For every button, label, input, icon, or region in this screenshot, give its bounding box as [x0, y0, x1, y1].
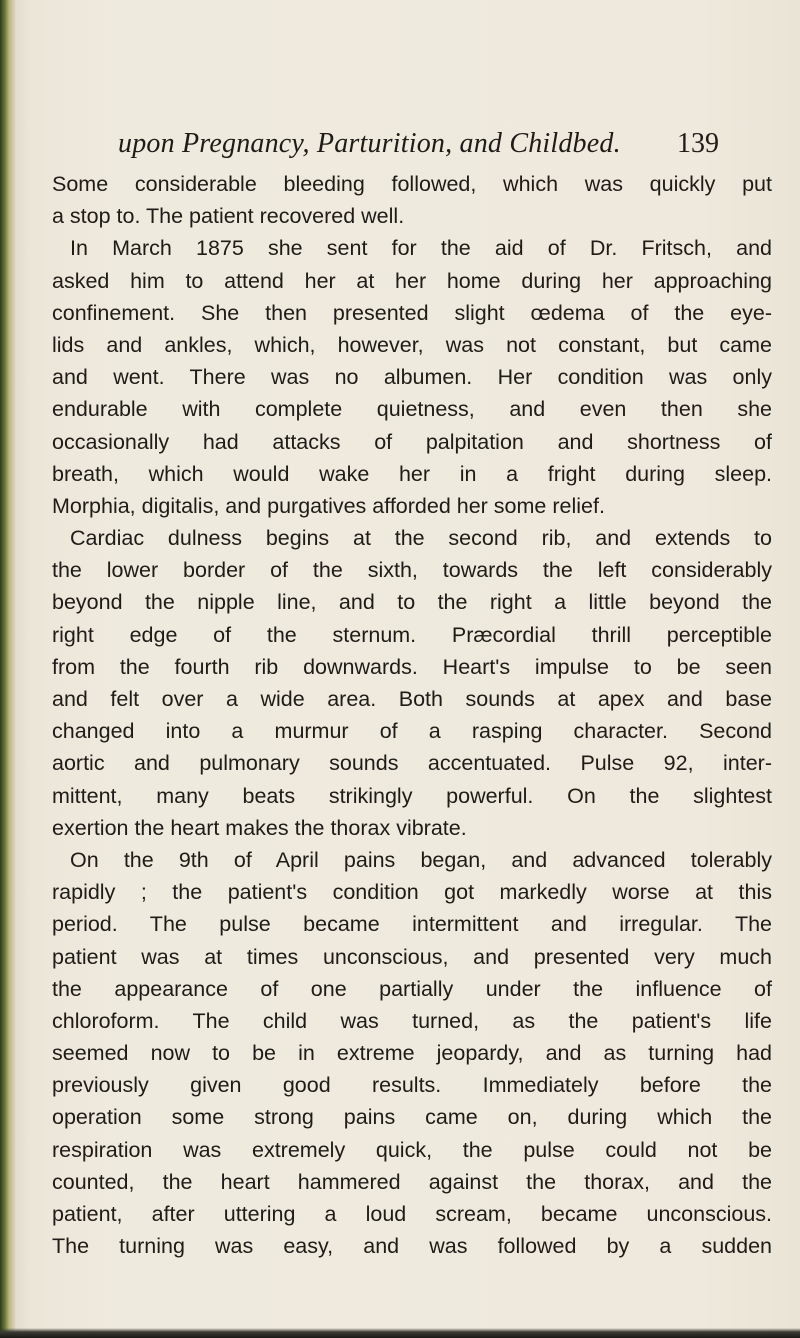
text-line: Cardiac dulness begins at the second rib, and extends to	[70, 526, 772, 551]
text-line: Some considerable bleeding followed, which was quickly put	[52, 172, 772, 196]
text-line: The turning was easy, and was followed by a sudden	[52, 1234, 772, 1259]
text-line: chloroform. The child was turned, as the patient's life	[52, 1008, 772, 1033]
text-line: Morphia, digitalis, and purgatives afforded her some relief.	[52, 493, 605, 518]
text-line: seemed now to be in extreme jeopardy, and as turning had	[52, 1041, 772, 1066]
text-line: On the 9th of April pains began, and advanced tolerably	[70, 847, 772, 872]
text-line: lids and ankles, which, however, was not constant, but came	[52, 332, 772, 357]
text-line: In March 1875 she sent for the aid of Dr. Fritsch, and	[70, 236, 772, 261]
text-line: and felt over a wide area. Both sounds at apex and base	[52, 687, 772, 711]
text-line: counted, the heart hammered against the thorax, and the	[52, 1169, 772, 1194]
text-line: endurable with complete quietness, and even then she	[52, 397, 772, 422]
text-line: patient, after uttering a loud scream, became unconscious.	[52, 1202, 772, 1226]
text-line: aortic and pulmonary sounds accentuated. Pulse 92, inter-	[52, 751, 772, 776]
text-line: a stop to. The patient recovered well.	[52, 204, 405, 229]
body-text	[52, 168, 772, 1262]
text-line: asked him to attend her at her home during her approaching	[52, 268, 772, 293]
text-line: period. The pulse became intermittent and irregular. The	[52, 912, 772, 937]
text-line: breath, which would wake her in a fright during sleep.	[52, 461, 772, 486]
text-line: operation some strong pains came on, during which the	[52, 1105, 772, 1130]
page-number: 139	[677, 128, 719, 159]
text-line: changed into a murmur of a rasping character. Second	[52, 719, 772, 744]
text-line: the lower border of the sixth, towards the left considerably	[52, 558, 772, 583]
text-line: beyond the nipple line, and to the right a little beyond the	[52, 590, 772, 615]
text-line: confinement. She then presented slight œdema of the eye-	[52, 300, 772, 325]
page-bottom-edge	[0, 1328, 800, 1338]
text-line: respiration was extremely quick, the pulse could not be	[52, 1137, 772, 1162]
text-line: occasionally had attacks of palpitation and shortness of	[52, 429, 772, 454]
text-line: and went. There was no albumen. Her condition was only	[52, 365, 772, 390]
text-line: rapidly ; the patient's condition got markedly worse at this	[52, 880, 772, 905]
text-line: right edge of the sternum. Præcordial thrill perceptible	[52, 622, 772, 647]
running-title: upon Pregnancy, Parturition, and Childbed.	[118, 128, 621, 159]
text-line: exertion the heart makes the thorax vibrate.	[52, 815, 467, 840]
binding-edge	[0, 0, 16, 1338]
text-line: mittent, many beats strikingly powerful. On the slightest	[52, 783, 772, 808]
text-line: from the fourth rib downwards. Heart's impulse to be seen	[52, 654, 772, 679]
text-line: previously given good results. Immediately before the	[52, 1073, 772, 1098]
text-line: the appearance of one partially under the influence of	[52, 976, 772, 1001]
text-line: patient was at times unconscious, and presented very much	[52, 944, 772, 969]
